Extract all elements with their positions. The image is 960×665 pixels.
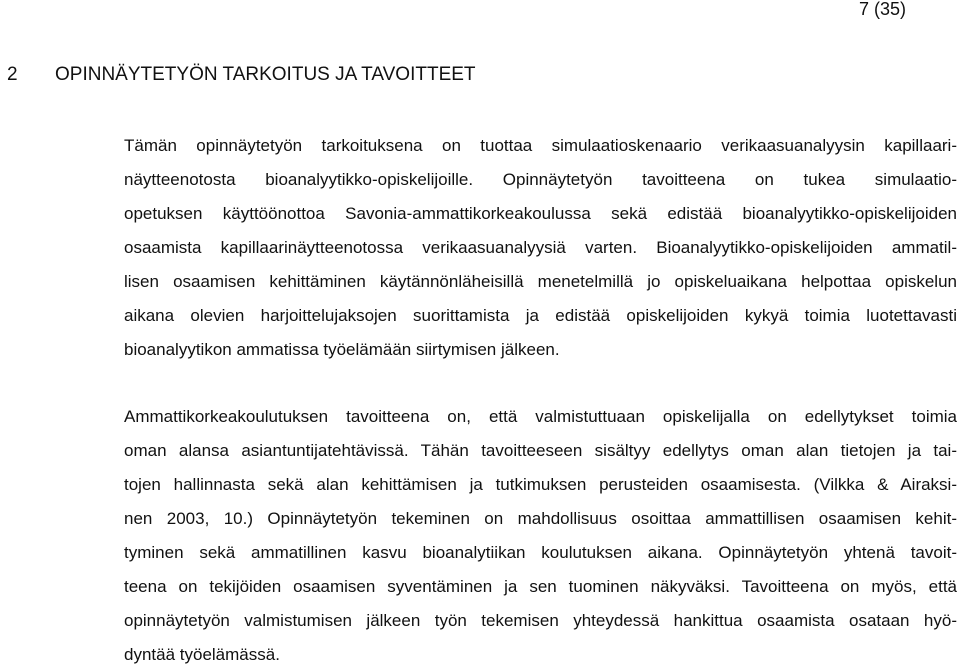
section-number: 2 [7, 64, 18, 85]
text-line: tyminen sekä ammatillinen kasvu bioanalytiikan koulutuksen aikana. Opinnäytetyön yhtenä tavoit- [124, 543, 957, 562]
text-line: teena on tekijöiden osaamisen syventäminen ja sen tuominen näkyväksi. Tavoitteena on myös, että [124, 577, 957, 596]
page-number: 7 (35) [858, 0, 906, 19]
text-line: aikana olevien harjoittelujaksojen suorittamista ja edistää opiskelijoiden kykyä toimia luotettavasti [124, 306, 957, 325]
text-line: osaamista kapillaarinäytteenotossa verikaasuanalyysiä varten. Bioanalyytikko-opiskelijoiden ammatil- [124, 238, 957, 257]
text-line: dyntää työelämässä. [124, 645, 280, 664]
text-line: Ammattikorkeakoulutuksen tavoitteena on, että valmistuttuaan opiskelijalla on edellytykset toimia [124, 407, 957, 426]
paragraph-purpose [124, 137, 957, 359]
text-line: näytteenotosta bioanalyytikko-opiskelijoille. Opinnäytetyön tavoitteena on tukea simulaatio- [124, 170, 957, 189]
text-line: opinnäytetyön valmistumisen jälkeen työn tekemisen yhteydessä hankittua osaamista osataan hyö- [124, 611, 957, 630]
section-heading [0, 65, 960, 85]
text-line: bioanalyytikon ammatissa työelämään siirtymisen jälkeen. [124, 340, 560, 359]
text-line: lisen osaamisen kehittäminen käytännönläheisillä menetelmillä jo opiskeluaikana helpottaa opiskelun [124, 272, 957, 291]
section-title: OPINNÄYTETYÖN TARKOITUS JA TAVOITTEET [55, 64, 476, 85]
text-line: opetuksen käyttöönottoa Savonia-ammattikorkeakoulussa sekä edistää bioanalyytikko-opiskelijoiden [124, 204, 957, 223]
paragraph-goals [124, 408, 957, 664]
text-line: oman alansa asiantuntijatehtävissä. Tähän tavoitteeseen sisältyy edellytys oman alan tietojen ja tai- [124, 441, 957, 460]
text-line: tojen hallinnasta sekä alan kehittämisen ja tutkimuksen perusteiden osaamisesta. (Vilkka & Airaksi- [124, 475, 957, 494]
text-line: nen 2003, 10.) Opinnäytetyön tekeminen on mahdollisuus osoittaa ammattillisen osaamisen kehit- [124, 509, 957, 528]
text-line: Tämän opinnäytetyön tarkoituksena on tuottaa simulaatioskenaario verikaasuanalyysin kapillaari- [124, 136, 957, 155]
